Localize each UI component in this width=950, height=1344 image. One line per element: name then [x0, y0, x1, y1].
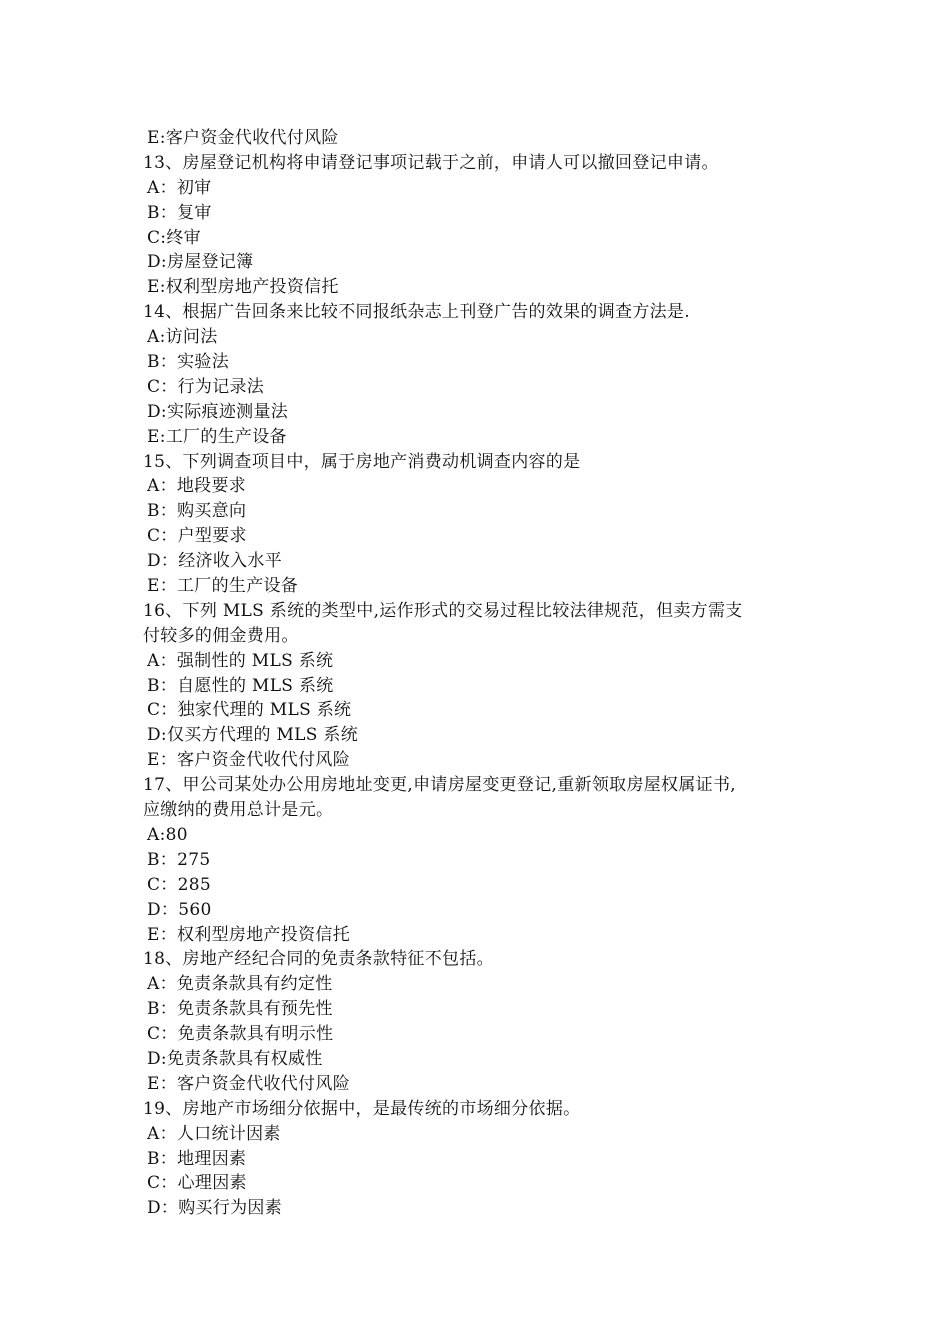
answer-option: A:80: [147, 824, 188, 845]
question-text: 19、房地产市场细分依据中，是最传统的市场细分依据。: [143, 1098, 581, 1119]
answer-option: D：购买行为因素: [147, 1198, 283, 1219]
answer-option: D:仅买方代理的 MLS 系统: [147, 725, 359, 746]
answer-option: C：行为记录法: [147, 376, 265, 397]
answer-option: A：人口统计因素: [147, 1123, 281, 1144]
answer-option: D:免责条款具有权威性: [147, 1048, 323, 1069]
answer-option: B：地理因素: [147, 1148, 247, 1169]
answer-option: B：免责条款具有预先性: [147, 999, 333, 1020]
answer-option: E:客户资金代收代付风险: [147, 128, 339, 148]
answer-option: A：免责条款具有约定性: [147, 974, 333, 995]
document-body: [143, 126, 815, 1221]
question-text: 13、房屋登记机构将申请登记事项记载于之前，申请人可以撤回登记申请。: [143, 152, 719, 173]
answer-option: B：购买意向: [147, 501, 247, 522]
answer-option: C:终审: [147, 227, 201, 248]
answer-option: E：工厂的生产设备: [147, 576, 299, 597]
answer-option: C：户型要求: [147, 526, 247, 547]
answer-option: E：权利型房地产投资信托: [147, 924, 351, 945]
answer-option: B：自愿性的 MLS 系统: [147, 675, 334, 696]
answer-option: C：心理因素: [147, 1173, 247, 1194]
answer-option: E：客户资金代收代付风险: [147, 1073, 351, 1094]
answer-option: B：实验法: [147, 352, 229, 373]
answer-option: D：560: [147, 899, 212, 920]
answer-option: E:权利型房地产投资信托: [147, 277, 339, 298]
answer-option: B：275: [147, 849, 211, 870]
question-text: 17、甲公司某处办公用房地址变更,申请房屋变更登记,重新领取房屋权属证书,: [143, 775, 736, 796]
question-text: 16、下列 MLS 系统的类型中,运作形式的交易过程比较法律规范，但卖方需支: [143, 600, 743, 621]
question-text: 18、房地产经纪合同的免责条款特征不包括。: [143, 949, 494, 970]
question-continuation: 应缴纳的费用总计是元。: [143, 800, 334, 821]
answer-option: A：强制性的 MLS 系统: [147, 650, 334, 671]
answer-option: C：免责条款具有明示性: [147, 1024, 334, 1045]
answer-option: A：地段要求: [147, 476, 247, 497]
answer-option: C：285: [147, 874, 211, 895]
answer-option: E:工厂的生产设备: [147, 426, 287, 447]
question-text: 15、下列调查项目中，属于房地产消费动机调查内容的是: [143, 451, 581, 472]
answer-option: A：初审: [147, 177, 212, 198]
question-continuation: 付较多的佣金费用。: [143, 625, 299, 646]
answer-option: D:房屋登记簿: [147, 252, 254, 273]
answer-option: D:实际痕迹测量法: [147, 401, 289, 422]
answer-option: C：独家代理的 MLS 系统: [147, 700, 352, 721]
answer-option: D：经济收入水平: [147, 551, 283, 572]
answer-option: B：复审: [147, 202, 212, 223]
answer-option: E：客户资金代收代付风险: [147, 750, 351, 771]
question-text: 14、根据广告回条来比较不同报纸杂志上刊登广告的效果的调查方法是.: [143, 302, 690, 323]
answer-option: A:访问法: [147, 327, 218, 348]
